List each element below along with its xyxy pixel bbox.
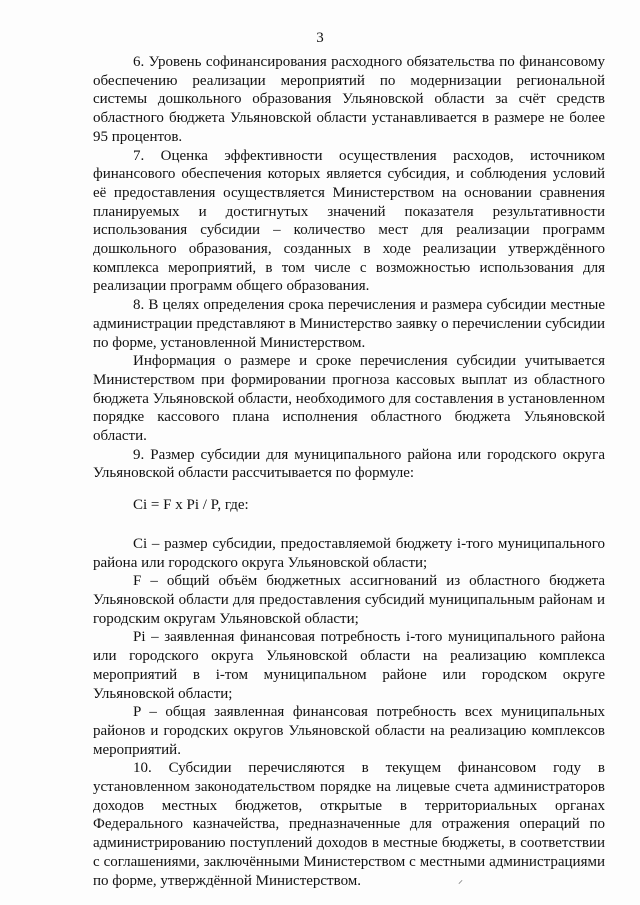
paragraph-info: Информация о размере и сроке перечисления субсидии учитывается Министерством при формировании прогноза кассовых выплат из областного бюджета Ульяновской области, необходимого для составления в установленном порядке кассового плана исполнения областного бюджета Ульяновской области.	[93, 353, 605, 445]
paragraph-9: 9. Размер субсидии для муниципального района или городского округа Ульяновской области рассчитывается по формуле:	[93, 446, 605, 482]
scan-mark: ⸝	[458, 875, 463, 886]
page-number: 3	[316, 30, 324, 46]
paragraph-10: 10. Субсидии перечисляются в текущем финансовом году в установленном законодательством порядке на лицевые счета администраторов доходов местных бюджетов, открытые в территориальных органах Федерального казначейства, предназначенные для отражения операций по администрированию поступлений доходов в местные бюджеты, в соответствии с соглашениями, заключёнными Министерством с местными администрациями по форме, утверждённой Министерством.	[93, 760, 605, 889]
definition-p: P – общая заявленная финансовая потребность всех муниципальных районов и городских округов Ульяновской области на реализацию комплексов мероприятий.	[93, 704, 605, 758]
paragraph-6: 6. Уровень софинансирования расходного обязательства по финансовому обеспечению реализации мероприятий по модернизации региональной системы дошкольного образования Ульяновской области за счёт средств областного бюджета Ульяновской области устанавливается в размере не более 95 процентов.	[93, 54, 605, 145]
paragraph-7: 7. Оценка эффективности осуществления расходов, источником финансового обеспечения которых является субсидия, и соблюдения условий её предоставления осуществляется Министерством на основании сравнения планируемых и достигнутых значений показателя результативности использования субсидии – количество мест для реализации программ дошкольного образования, созданных в ходе реализации утверждённого комплекса мероприятий, в том числе с возможностью использования для реализации программ общего образования.	[93, 147, 605, 295]
document-body	[93, 53, 605, 890]
definition-ci: Ci – размер субсидии, предоставляемой бюджету i-того муниципального района или городского округа Ульяновской области;	[93, 535, 605, 571]
formula: Ci = F x Pi / P, где:	[133, 497, 249, 514]
definition-f: F – общий объём бюджетных ассигнований из областного бюджета Ульяновской области для предоставления субсидий муниципальным районам и городским округам Ульяновской области;	[93, 573, 605, 627]
definition-pi: Pi – заявленная финансовая потребность i-того муниципального района или городского округа Ульяновской области на реализацию комплекса мероприятий в i-том муниципальном районе или городском округе Ульяновской области;	[93, 629, 605, 702]
paragraph-8: 8. В целях определения срока перечисления и размера субсидии местные администрации представляют в Министерство заявку о перечислении субсидии по форме, установленной Министерством.	[93, 297, 605, 351]
